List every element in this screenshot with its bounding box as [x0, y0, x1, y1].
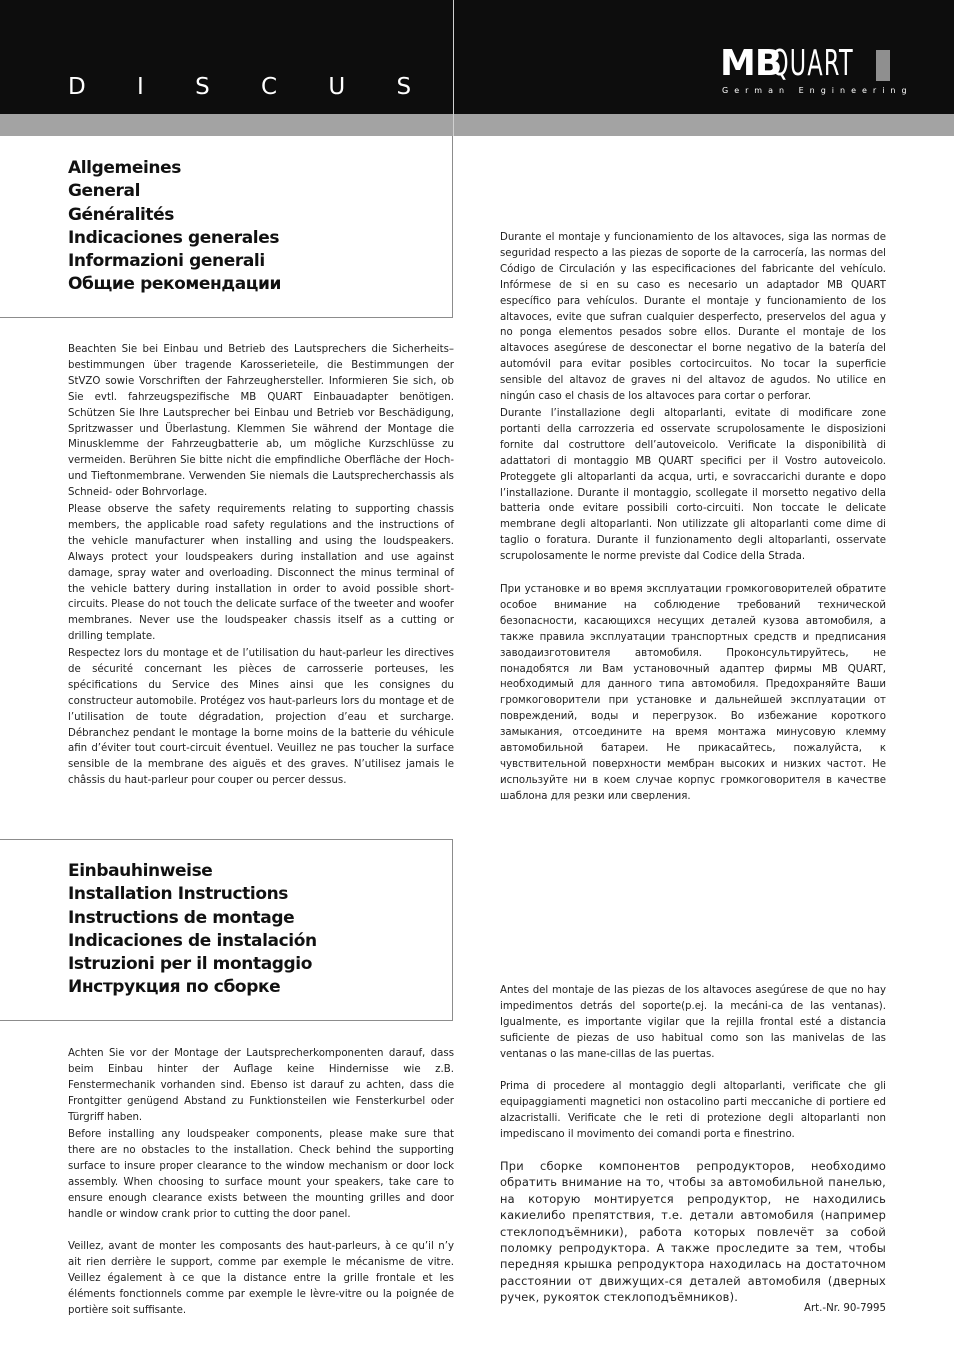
heading-ru: Общие рекомендации: [68, 274, 281, 295]
mb-quart-logo: [720, 43, 913, 98]
general-heading-box: [0, 136, 453, 318]
general-text-it: Durante l’installazione degli altoparlanti, evitate di modificare zone portanti della carrozzeria ed osservate scrupolosamente le disposizioni fornite dal costruttore dell’autoveicolo. Verificate la disponibilità di adattatori di montaggio MB QUART specifici per il Vostro autoveicolo. Proteggete gli altoparlanti da acqua, urti, e sovraccarichi durante e dopo l’installazione. Durante il montaggio, scollegate il morsetto negativo della batteria onde evitare possibili corto-circuiti. Non toccate le delicate membrane degli altoparlanti. Non utilizzate gli altoparlanti come dime di taglio o foratura. Durante il funzionamento degli altoparlanti, osservate scrupolosamente le norme previste dal Codice della Strada.: [500, 408, 886, 563]
heading-fr: Instructions de montage: [68, 907, 295, 928]
general-text-fr: Respectez lors du montage et de l’utilisation du haut-parleur les directives de sécurité concernant les pièces de carrosserie porteuses, les spécifications du Service des Mines ainsi que les consignes du constructeur automobile. Protégez vos haut-parleurs lors du montage et de l’utilisation de toute dégradation, projection d’eau et surcharge. Débranchez pendant le montage la borne moins de la batterie du véhicule afin d’éviter tout court-circuit éventuel. Veuillez ne pas toucher la surface sensible de la membrane des aiguës et des graves. N’utilisez jamais le châssis du haut-parleur pour couper ou percer dessus.: [68, 648, 454, 787]
header-divider: [453, 0, 454, 136]
heading-it: Istruzioni per il montaggio: [68, 954, 313, 975]
header-gray-band: [0, 114, 954, 136]
logo-tagline: German Engineering: [722, 86, 913, 95]
product-title: D I S C U S: [68, 74, 434, 100]
installation-text-fr: Veillez, avant de monter les composants des haut-parleurs, à ce qu’il n’y ait rien derrière le support, comme par exemple le mécanisme de vitre. Veillez également à ce que la distance entre la grille frontale et les éléments fonctionnels comme par exemple le lèvre-vitre ou la poignée de portière soit suffisante.: [68, 1241, 454, 1316]
general-text-ru: При установке и во время эксплуатации громкоговорителей обратите особое внимание на соблюдение требований технической безопасности, касающихся несущих деталей кузова автомобиля, а также правила эксплуатации транспортных средств и предписания заводаизготовителя автомобиля. Проконсультируйтесь, не понадобятся ли Вам установочный адаптер фирмы MB QUART, необходимый для данного типа автомобиля. Предохраняйте Ваши громкоговорители при установке и дальнейшей эксплуатации от повреждений, воды и перегрузок. Во избежание короткого замыкания, отсоедините на время монтажа минусовую клемму автомобильной батареи. Не прикасайтесь, пожалуйста, к чувствительной поверхности мембран высоких и низких частот. Не используйте ни в коем случае корпус громкоговорителя в качестве шаблона для резки или сверления.: [500, 584, 886, 802]
general-text-es: Durante el montaje y funcionamiento de los altavoces, siga las normas de seguridad respecto a las piezas de soporte de la carrocería, las normas del Código de Circulación y las especificaciones del fabricante del vehículo. Infórmese de si en su caso es necesario un adaptador MB QUART específico para vehículos. Durante el montaje y funcionamiento de los altavoces, evite que sufran cualquier desperfecto, preservelos del agua y no ponga elementos pesados sobre ellos. Durante el montaje de los altavoces asegúrese de desconectar el borne negativo de la batería del automóvil para evitar posibles cortocircuitos. No tocar la superficie sensible del altavoz de graves ni del altavoz de agudos. No utilice en ningún caso el chasis de los altavoces para cortar o perforar.: [500, 232, 886, 403]
installation-text-en: Before installing any loudspeaker components, please make sure that there are no obstacles to the installation. Check behind the supporting surface to insure proper clearance to the window mechanism or door lock assembly. When choosing to surface mount your speakers, take care to ensure enough clearance exists between the mounting grilles and door handle or window crank prior to cutting the door panel.: [68, 1129, 454, 1220]
general-text-en: Please observe the safety requirements relating to supporting chassis members, the applicable road safety regulations and the instructions of the vehicle manufacturer when installing and using the loudspeakers. Always protect your loudspeakers during installation and use against damage, spray water and overloading. Disconnect the minus terminal of the vehicle battery during installation in order to avoid possible short-circuits. Please do not touch the delicate surface of the tweeter and woofer membranes. Never use the loudspeaker chassis itself as a cutting or drilling template.: [68, 504, 454, 643]
installation-text-it: Prima di procedere al montaggio degli altoparlanti, verificate che gli equipaggiamenti magnetici non ostacolino parti meccaniche di portiere ed alzacristalli. Verificate che le reti di protezione degli altoparlanti non impediscano il movimento dei comandi porta e finestrino.: [500, 1081, 886, 1140]
heading-ru: Инструкция по сборке: [68, 977, 281, 998]
installation-heading-box: [0, 839, 453, 1021]
logo-brand-bold: MB: [720, 43, 782, 84]
general-headings: [68, 157, 281, 297]
installation-text-de: Achten Sie vor der Montage der Lautsprecherkomponenten darauf, dass beim Einbau hinter der Auflage keine Hindernisse wie z.B. Fenstermechanik vorhanden sind. Ebenso ist darauf zu achten, dass die Frontgitter genügend Abstand zu Funktionsteilen wie Fensterkurbel oder Türgriff haben.: [68, 1048, 454, 1123]
heading-fr: Généralités: [68, 204, 175, 225]
heading-en: Installation Instructions: [68, 884, 289, 905]
heading-en: General: [68, 181, 140, 202]
article-number: Art.-Nr. 90-7995: [804, 1303, 886, 1314]
logo-bar: [876, 50, 890, 81]
logo-brand-light: QUART: [771, 43, 854, 84]
heading-es: Indicaciones generales: [68, 227, 280, 248]
heading-it: Informazioni generali: [68, 251, 265, 272]
installation-headings: [68, 860, 317, 1000]
installation-text-ru: При сборке компонентов репродукторов, необходимо обратить внимание на то, чтобы за автомобильной панелью, на которую монтируется репродуктор, не находились какиелибо препятствия, т.е. детали автомобиля (например стеклоподъёмники), работа которых повлечёт за собой поломку репродуктора. А также проследите за тем, чтобы передняя крышка репродуктора находилась на достаточном расстоянии от движущих-ся деталей автомобиля (дверных ручек, рукояток стеклоподъёмников).: [500, 1159, 886, 1305]
general-text-de: Beachten Sie bei Einbau und Betrieb des Lautsprechers die Sicherheits–bestimmungen über tragende Karosserieteile, die Bestimmungen der StVZO sowie Vorschriften der Fahrzeughersteller. Informieren Sie sich, ob Sie evtl. fahrzeugspezifische MB QUART Einbauadapter benötigen. Schützen Sie Ihre Lautsprecher bei Einbau und Betrieb vor Beschädigung, Spritzwasser und Überlastung. Klemmen Sie während der Montage die Minusklemme der Fahrzeugbatterie ab, um mögliche Kurzschlüsse zu vermeiden. Berühren Sie bitte nicht die empfindliche Oberfläche der Hoch- und Tieftonmembrane. Verwenden Sie niemals die Lautsprecherchassis als Schneid- oder Bohrvorlage.: [68, 344, 454, 499]
heading-de: Einbauhinweise: [68, 861, 213, 881]
heading-es: Indicaciones de instalación: [68, 930, 317, 951]
installation-text-es: Antes del montaje de las piezas de los altavoces asegúrese de que no hay impedimentos detrás del soporte(p.ej. la mecáni-ca de las ventanas). Igualmente, es importante vigilar que la rejilla frontal esté a distancia suficiente de piezas de uso habitual como son las manivelas de las ventanas o las mane-cillas de las puertas.: [500, 985, 886, 1060]
heading-de: Allgemeines: [68, 158, 181, 178]
